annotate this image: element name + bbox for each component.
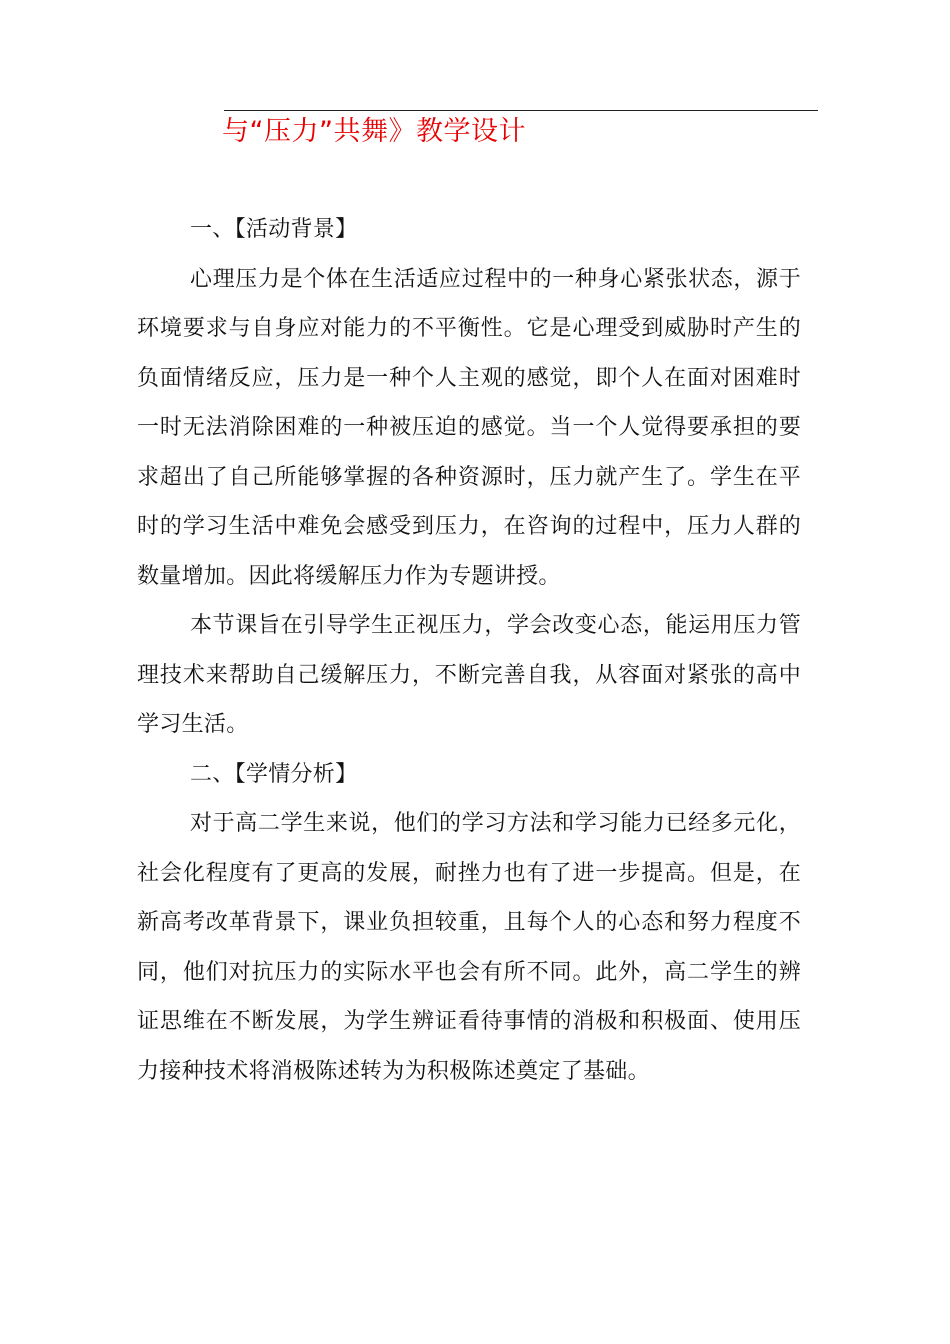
header-rule [224,110,818,111]
body-paragraph: 对于高二学生来说，他们的学习方法和学习能力已经多元化，社会化程度有了更高的发展，耐挫力也有了进一步提高。但是，在新高考改革背景下，课业负担较重，且每个人的心态和努力程度不同，他们对抗压力的实际水平也会有所不同。此外，高二学生的辨证思维在不断发展，为学生辨证看待事情的消极和积极面、使用压力接种技术将消极陈述转为为积极陈述奠定了基础。 [137,811,801,1084]
body-paragraph: 本节课旨在引导学生正视压力，学会改变心态，能运用压力管理技术来帮助自己缓解压力，不断完善自我，从容面对紧张的高中学习生活。 [137,613,801,737]
section-heading: 二、【学情分析】 [190,761,358,787]
section-heading: 一、【活动背景】 [190,217,358,242]
section-activity-background [137,205,801,750]
body-paragraph: 心理压力是个体在生活适应过程中的一种身心紧张状态，源于环境要求与自身应对能力的不平衡性。它是心理受到威胁时产生的负面情绪反应，压力是一种个人主观的感觉，即个人在面对困难时一时无法消除困难的一种被压迫的感觉。当一个人觉得要承担的要求超出了自己所能够掌握的各种资源时，压力就产生了。学生在平时的学习生活中难免会感受到压力，在咨询的过程中，压力人群的数量增加。因此将缓解压力作为专题讲授。 [137,266,801,589]
document-title: 与“压力”共舞》教学设计 [222,116,526,147]
document-body [137,205,801,1096]
section-learner-analysis [137,750,801,1097]
